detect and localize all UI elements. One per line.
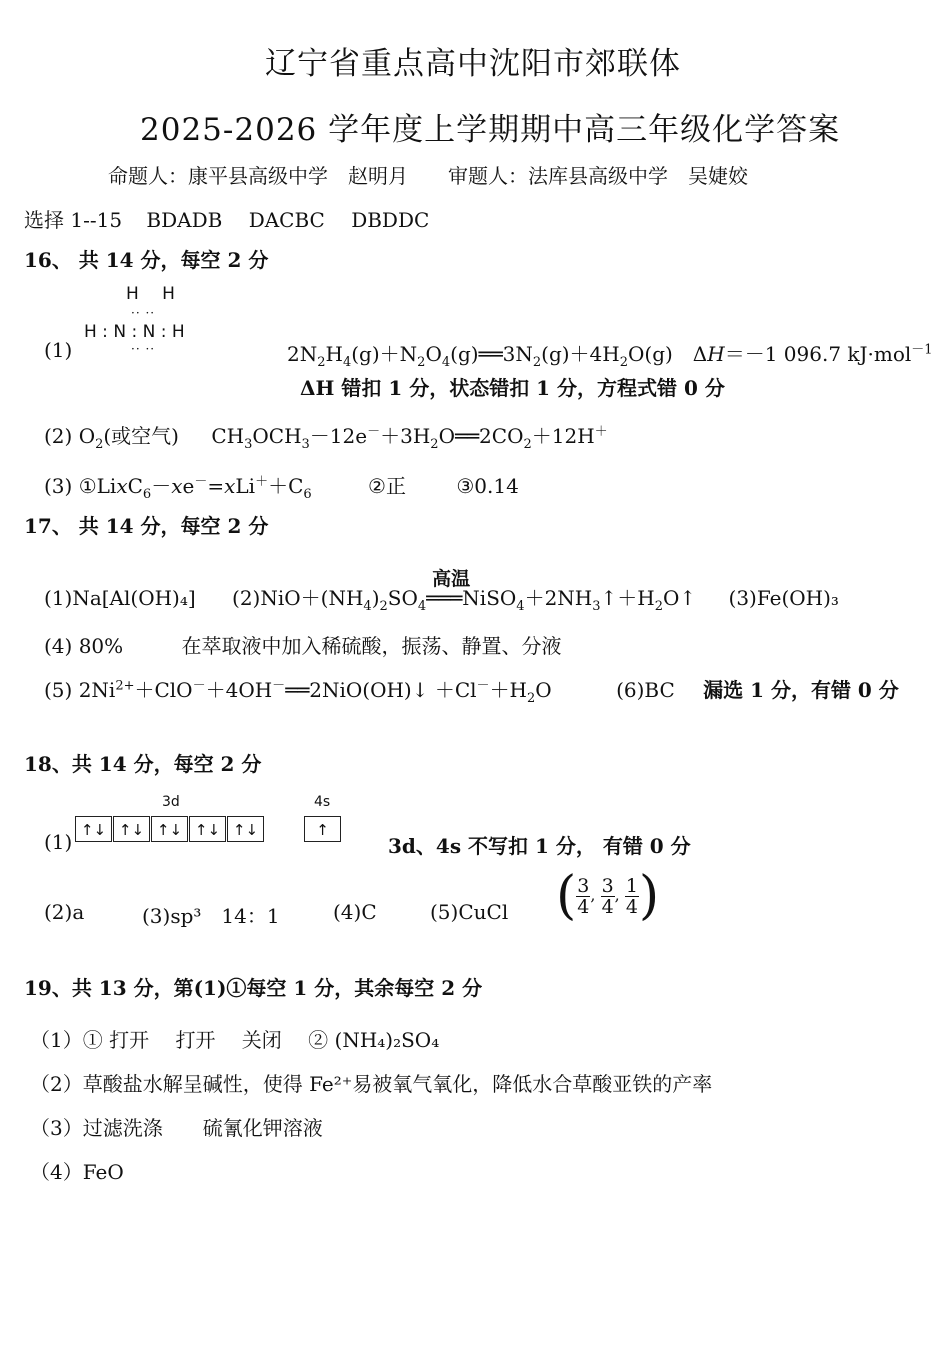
orbital-3d-box-1: ↑↓ bbox=[75, 816, 112, 842]
authors-line: 命题人：康平县高级中学 赵明月 审题人：法库县高级中学 吴婕姣 bbox=[108, 164, 748, 188]
lewis-top-h: H H bbox=[126, 284, 175, 304]
q17-part5-equation: (5) $2Ni^{2+}+ClO^-+4OH^-══2NiO(OH)↓ +Cl^-+H_2O$ bbox=[44, 678, 552, 706]
q16-equation-note: ΔH 错扣 1 分，状态错扣 1 分，方程式错 0 分 bbox=[300, 376, 725, 400]
q17-part4-operation: 在萃取液中加入稀硫酸，振荡、静置、分液 bbox=[181, 634, 562, 658]
coord-y-num: 3 bbox=[601, 874, 614, 897]
q16-part3-b: ②正 bbox=[368, 474, 406, 498]
q18-part3: (3)sp³ 14：1 bbox=[142, 904, 280, 928]
q17-part4: (4) 80% bbox=[44, 634, 124, 658]
q16-part3-equation: $LixC_6-xe^-=xLi^++C_6$ bbox=[96, 474, 312, 502]
choice-label: 选择 1--15 bbox=[24, 208, 123, 232]
q18-part1-label: (1) bbox=[44, 830, 73, 854]
orbital-3d-box-2: ↑↓ bbox=[113, 816, 150, 842]
coord-z-num: 1 bbox=[625, 874, 638, 897]
lewis-main-row: H : N : N : H bbox=[84, 322, 185, 342]
q17-part3: (3)Fe(OH)₃ bbox=[728, 586, 839, 610]
choice-group-3: DBDDC bbox=[351, 208, 430, 232]
q16-part3-c: ③0.14 bbox=[456, 474, 519, 498]
q17-part6-note: 漏选 1 分，有错 0 分 bbox=[703, 678, 899, 702]
choice-answers bbox=[24, 204, 429, 233]
q19-part3: （3）过滤洗涤 硫氰化钾溶液 bbox=[30, 1116, 323, 1140]
q19-part4: （4）FeO bbox=[30, 1160, 124, 1184]
q18-heading: 18、共 14 分，每空 2 分 bbox=[24, 752, 262, 776]
doc-title-line1: 辽宁省重点高中沈阳市郊联体 bbox=[265, 46, 681, 82]
orbital-label-4s: 4s bbox=[314, 794, 331, 810]
coord-z-den: 4 bbox=[625, 895, 638, 918]
q17-row5 bbox=[44, 674, 899, 706]
q16-electrode-equation: $CH_3OCH_3-12e^-+3H_2O══2CO_2+12H^+$ bbox=[211, 424, 608, 452]
orbital-3d-box-5: ↑↓ bbox=[227, 816, 264, 842]
lewis-dots-top: ·· ·· bbox=[131, 306, 156, 320]
choice-group-1: BDADB bbox=[146, 208, 223, 232]
q18-part1-note: 3d、4s 不写扣 1 分， 有错 0 分 bbox=[388, 834, 691, 858]
q16-part2 bbox=[44, 420, 608, 452]
q17-row4 bbox=[44, 630, 562, 659]
q16-part3 bbox=[44, 470, 519, 502]
coord-x-num: 3 bbox=[577, 874, 590, 897]
coord-x-den: 4 bbox=[577, 895, 590, 918]
lewis-dots-bottom: ·· ·· bbox=[131, 342, 156, 356]
q18-part5: (5)CuCl bbox=[430, 900, 509, 924]
q17-part2-equation: $(2)NiO+(NH_4)_2SO_4$ 高温 $═══NiSO_4+2NH_3↑+H_2O↑$ bbox=[232, 586, 696, 610]
q17-heading: 17、 共 14 分，每空 2 分 bbox=[24, 514, 269, 538]
orbital-3d-box-3: ↑↓ bbox=[151, 816, 188, 842]
choice-group-2: DACBC bbox=[248, 208, 325, 232]
q16-part2-label: (2) $O_2$(或空气) bbox=[44, 424, 179, 452]
q17-part1: (1)Na[Al(OH)₄] bbox=[44, 586, 196, 610]
q17-row1 bbox=[44, 568, 839, 614]
hydrazine-lewis-structure bbox=[84, 284, 234, 364]
q18-atom-coordinates: ( $\frac{3}{4}$ , $\frac{3}{4}$ , $\frac{1}{4}$ ) bbox=[556, 866, 660, 926]
q19-part1: （1）① 打开 打开 关闭 ② (NH₄)₂SO₄ bbox=[30, 1028, 440, 1052]
coord-y-den: 4 bbox=[601, 895, 614, 918]
q19-heading: 19、共 13 分，第(1)①每空 1 分，其余每空 2 分 bbox=[24, 976, 483, 1000]
q18-part2: (2)a bbox=[44, 900, 85, 924]
q16-thermo-equation: $2N_2H_4(g)+N_2O_4(g)══3N_2(g)+4H_2O(g)$ ΔH＝－1 096.7 kJ·mol$^{-1}$ bbox=[287, 342, 933, 370]
orbital-label-3d: 3d bbox=[162, 794, 180, 810]
q18-part4: (4)C bbox=[333, 900, 377, 924]
orbital-4s-box: ↑ bbox=[304, 816, 341, 842]
condition-high-temp: 高温 bbox=[432, 568, 471, 590]
q16-part1-label: (1) bbox=[44, 338, 73, 362]
orbital-3d-box-4: ↑↓ bbox=[189, 816, 226, 842]
q16-part3-label: (3) ① bbox=[44, 474, 97, 498]
doc-title-line2: 2025-2026 学年度上学期期中高三年级化学答案 bbox=[140, 112, 841, 148]
q17-part6: (6)BC bbox=[616, 678, 675, 702]
q19-part2: （2）草酸盐水解呈碱性，使得 Fe²⁺易被氧气氧化，降低水合草酸亚铁的产率 bbox=[30, 1072, 713, 1096]
q16-heading: 16、 共 14 分，每空 2 分 bbox=[24, 248, 269, 272]
